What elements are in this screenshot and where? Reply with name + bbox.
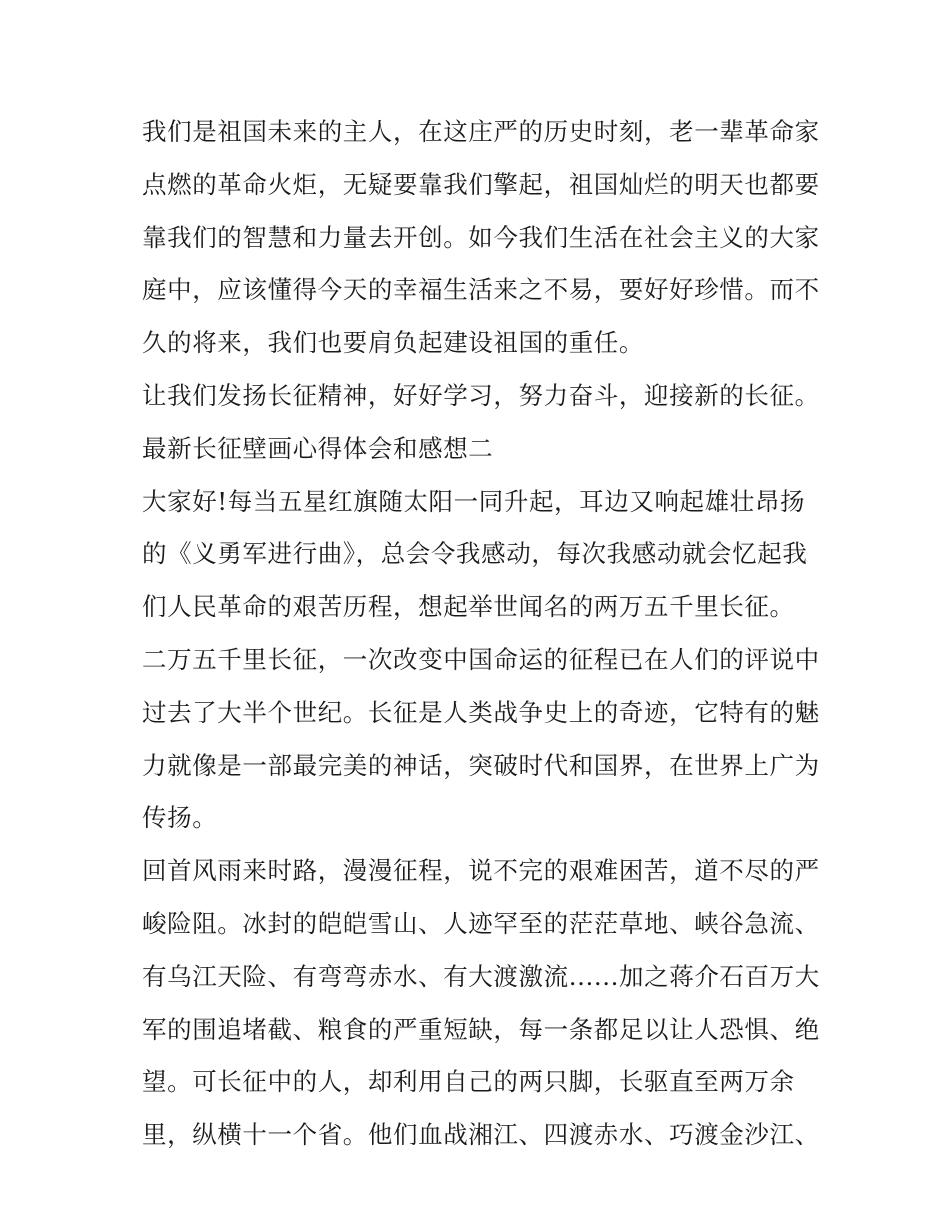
text-line: 二万五千里长征，一次改变中国命运的征程已在人们的评说中	[142, 644, 820, 674]
text-line: 军的围追堵截、粮食的严重短缺，每一条都足以让人恐惧、绝	[142, 1014, 820, 1044]
text-line: 回首风雨来时路，漫漫征程，说不完的艰难困苦，道不尽的严	[142, 856, 820, 886]
section-heading: 最新长征壁画心得体会和感想二	[142, 433, 494, 463]
text-line: 的《义勇军进行曲》，总会令我感动，每次我感动就会忆起我	[142, 539, 808, 569]
text-line: 大家好!每当五星红旗随太阳一同升起，耳边又响起雄壮昂扬	[142, 486, 806, 516]
text-line: 里，纵横十一个省。他们血战湘江、四渡赤水、巧渡金沙江、	[142, 1120, 820, 1150]
text-line: 们人民革命的艰苦历程，想起举世闻名的两万五千里长征。	[142, 592, 795, 622]
text-line: 有乌江天险、有弯弯赤水、有大渡激流......加之蒋介石百万大	[142, 961, 820, 991]
text-line: 传扬。	[142, 803, 218, 833]
text-line: 让我们发扬长征精神，好好学习，努力奋斗，迎接新的长征。	[142, 380, 820, 410]
text-line: 峻险阻。冰封的皑皑雪山、人迹罕至的茫茫草地、峡谷急流、	[142, 908, 820, 938]
text-line: 过去了大半个世纪。长征是人类战争史上的奇迹，它特有的魅	[142, 697, 820, 727]
text-line: 靠我们的智慧和力量去开创。如今我们生活在社会主义的大家	[142, 222, 820, 252]
text-line: 久的将来，我们也要肩负起建设祖国的重任。	[142, 328, 644, 358]
text-line: 力就像是一部最完美的神话，突破时代和国界，在世界上广为	[142, 750, 820, 780]
text-line: 庭中，应该懂得今天的幸福生活来之不易，要好好珍惜。而不	[142, 275, 820, 305]
text-line: 点燃的革命火炬，无疑要靠我们擎起，祖国灿烂的明天也都要	[142, 169, 820, 199]
document-body	[142, 106, 822, 1162]
text-line: 望。可长征中的人，却利用自己的两只脚，长驱直至两万余	[142, 1067, 795, 1097]
text-line: 我们是祖国未来的主人，在这庄严的历史时刻，老一辈革命家	[142, 117, 820, 146]
